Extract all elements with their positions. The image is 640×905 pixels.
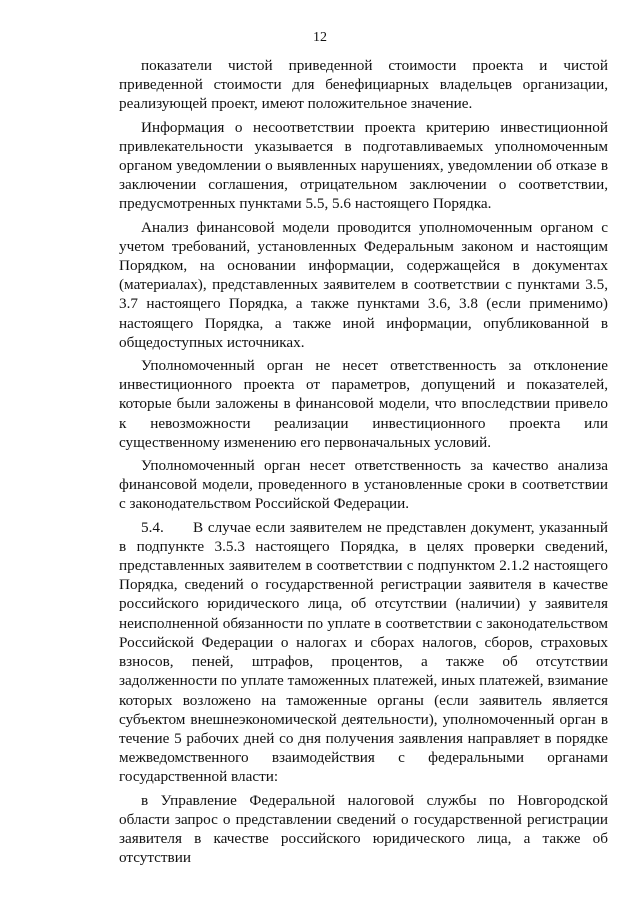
item-number: 5.4.: [141, 518, 164, 536]
paragraph-financial-model-analysis: Анализ финансовой модели проводится уполномоченным органом с учетом требований, установленных Федеральным законом и настоящим Порядком, на основании информации, содержащейся в документах (материалах), представленных заявителем в соответствии с пунктами 3.5, 3.7 настоящего Порядка, а также пунктами 3.6, 3.8 (если применимо) настоящего Порядка, а также иной информации, опубликованной в общедоступных источниках.: [119, 218, 608, 351]
paragraph-continuation: показатели чистой приведенной стоимости проекта и чистой приведенной стоимости для бенефициарных владельцев организации, реализующей проект, имеют положительное значение.: [119, 57, 608, 113]
paragraph-tax-service-request: в Управление Федеральной налоговой службы по Новгородской области запрос о представлении сведений о государственной регистрации заявителя в качестве российского юридического лица, а также об отсутствии: [119, 791, 608, 867]
paragraph-investment-criterion: Информация о несоответствии проекта критерию инвестиционной привлекательности указывается в подготавливаемых уполномоченным органом уведомлении о выявленных нарушениях, уведомлении об отказе в заключении соглашения, отрицательном заключении о соответствии, предусмотренных пунктами 5.5, 5.6 настоящего Порядка.: [119, 118, 608, 213]
paragraph-no-liability: Уполномоченный орган не несет ответственность за отклонение инвестиционного проекта от параметров, допущений и показателей, которые были заложены в финансовой модели, что впоследствии привело к невозможности реализации инвестиционного проекта или существенному изменению его первоначальных условий.: [119, 357, 608, 451]
page-number: 12: [313, 30, 327, 45]
document-body: [119, 56, 608, 871]
paragraph-5-4: [119, 518, 608, 787]
item-text: В случае если заявителем не представлен документ, указанный в подпункте 3.5.3 настоящего Порядка, в целях проверки сведений, представленных заявителем в соответствии с подпунктом 2.1.2 настоящего Порядка, сведений о государственной регистрации заявителя в качестве российского юридического лица, об отсутствии (наличии) у заявителя неисполненной обязанности по уплате в соответствии с законодательством Российской Федерации о налогах и сборах налогов, сборов, страховых взносов, пеней, штрафов, процентов, а также об отсутствии задолженности по уплате таможенных платежей, иных платежей, взимание которых возложено на таможенные органы (если заявитель является субъектом внешнеэкономической деятельности), уполномоченный орган в течение 5 рабочих дней со дня получения заявления направляет в порядке межведомственного взаимодействия с федеральными органами государственной власти:: [119, 518, 608, 786]
paragraph-liability: Уполномоченный орган несет ответственность за качество анализа финансовой модели, проведенного в установленные сроки в соответствии с законодательством Российской Федерации.: [119, 457, 608, 513]
